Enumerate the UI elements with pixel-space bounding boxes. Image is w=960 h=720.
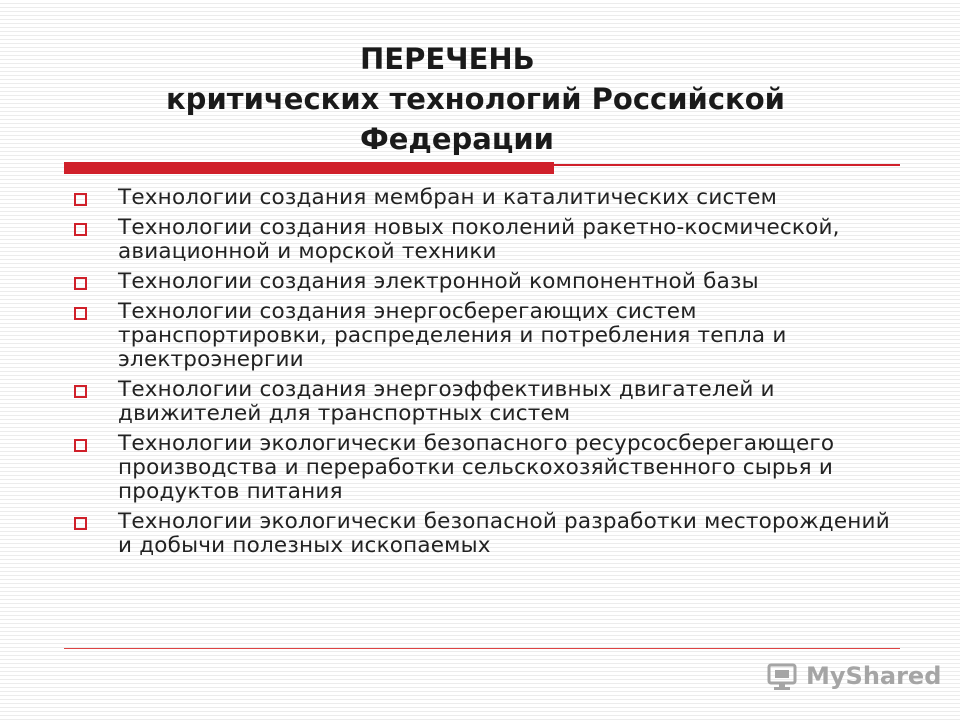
list-item — [0, 510, 960, 558]
watermark-text: MyShared — [806, 662, 942, 690]
title-divider-accent-bar — [64, 162, 554, 174]
square-bullet-icon — [74, 193, 87, 206]
square-bullet-icon — [74, 223, 87, 236]
title-line-3: Федерации — [360, 122, 554, 156]
bottom-divider-line — [64, 648, 900, 649]
list-item — [0, 270, 960, 294]
list-item — [0, 432, 960, 504]
square-bullet-icon — [74, 277, 87, 290]
list-item-text: Технологии создания новых поколений ракетно-космической, авиационной и морской техники — [118, 215, 840, 264]
myshared-watermark — [766, 656, 942, 696]
list-item-text: Технологии экологически безопасного ресурсосберегающего производства и переработки сельскохозяйственного сырья и продуктов питания — [118, 431, 835, 504]
square-bullet-icon — [74, 517, 87, 530]
square-bullet-icon — [74, 385, 87, 398]
title-line-1: ПЕРЕЧЕНЬ — [360, 42, 535, 76]
list-item — [0, 378, 960, 426]
list-item — [0, 186, 960, 210]
list-item-text: Технологии создания энергоэффективных двигателей и движителей для транспортных систем — [118, 377, 775, 426]
title-line-2: критических технологий Российской — [166, 82, 785, 116]
list-item-text: Технологии создания мембран и каталитических систем — [118, 185, 778, 210]
myshared-logo-icon — [766, 659, 800, 693]
list-item — [0, 300, 960, 372]
technology-list — [0, 186, 960, 564]
list-item — [0, 216, 960, 264]
list-item-text: Технологии создания энергосберегающих систем транспортировки, распределения и потребления тепла и электроэнергии — [118, 299, 787, 372]
list-item-text: Технологии создания электронной компонентной базы — [118, 269, 759, 294]
square-bullet-icon — [74, 307, 87, 320]
list-item-text: Технологии экологически безопасной разработки месторождений и добычи полезных ископаемых — [118, 509, 890, 558]
square-bullet-icon — [74, 439, 87, 452]
